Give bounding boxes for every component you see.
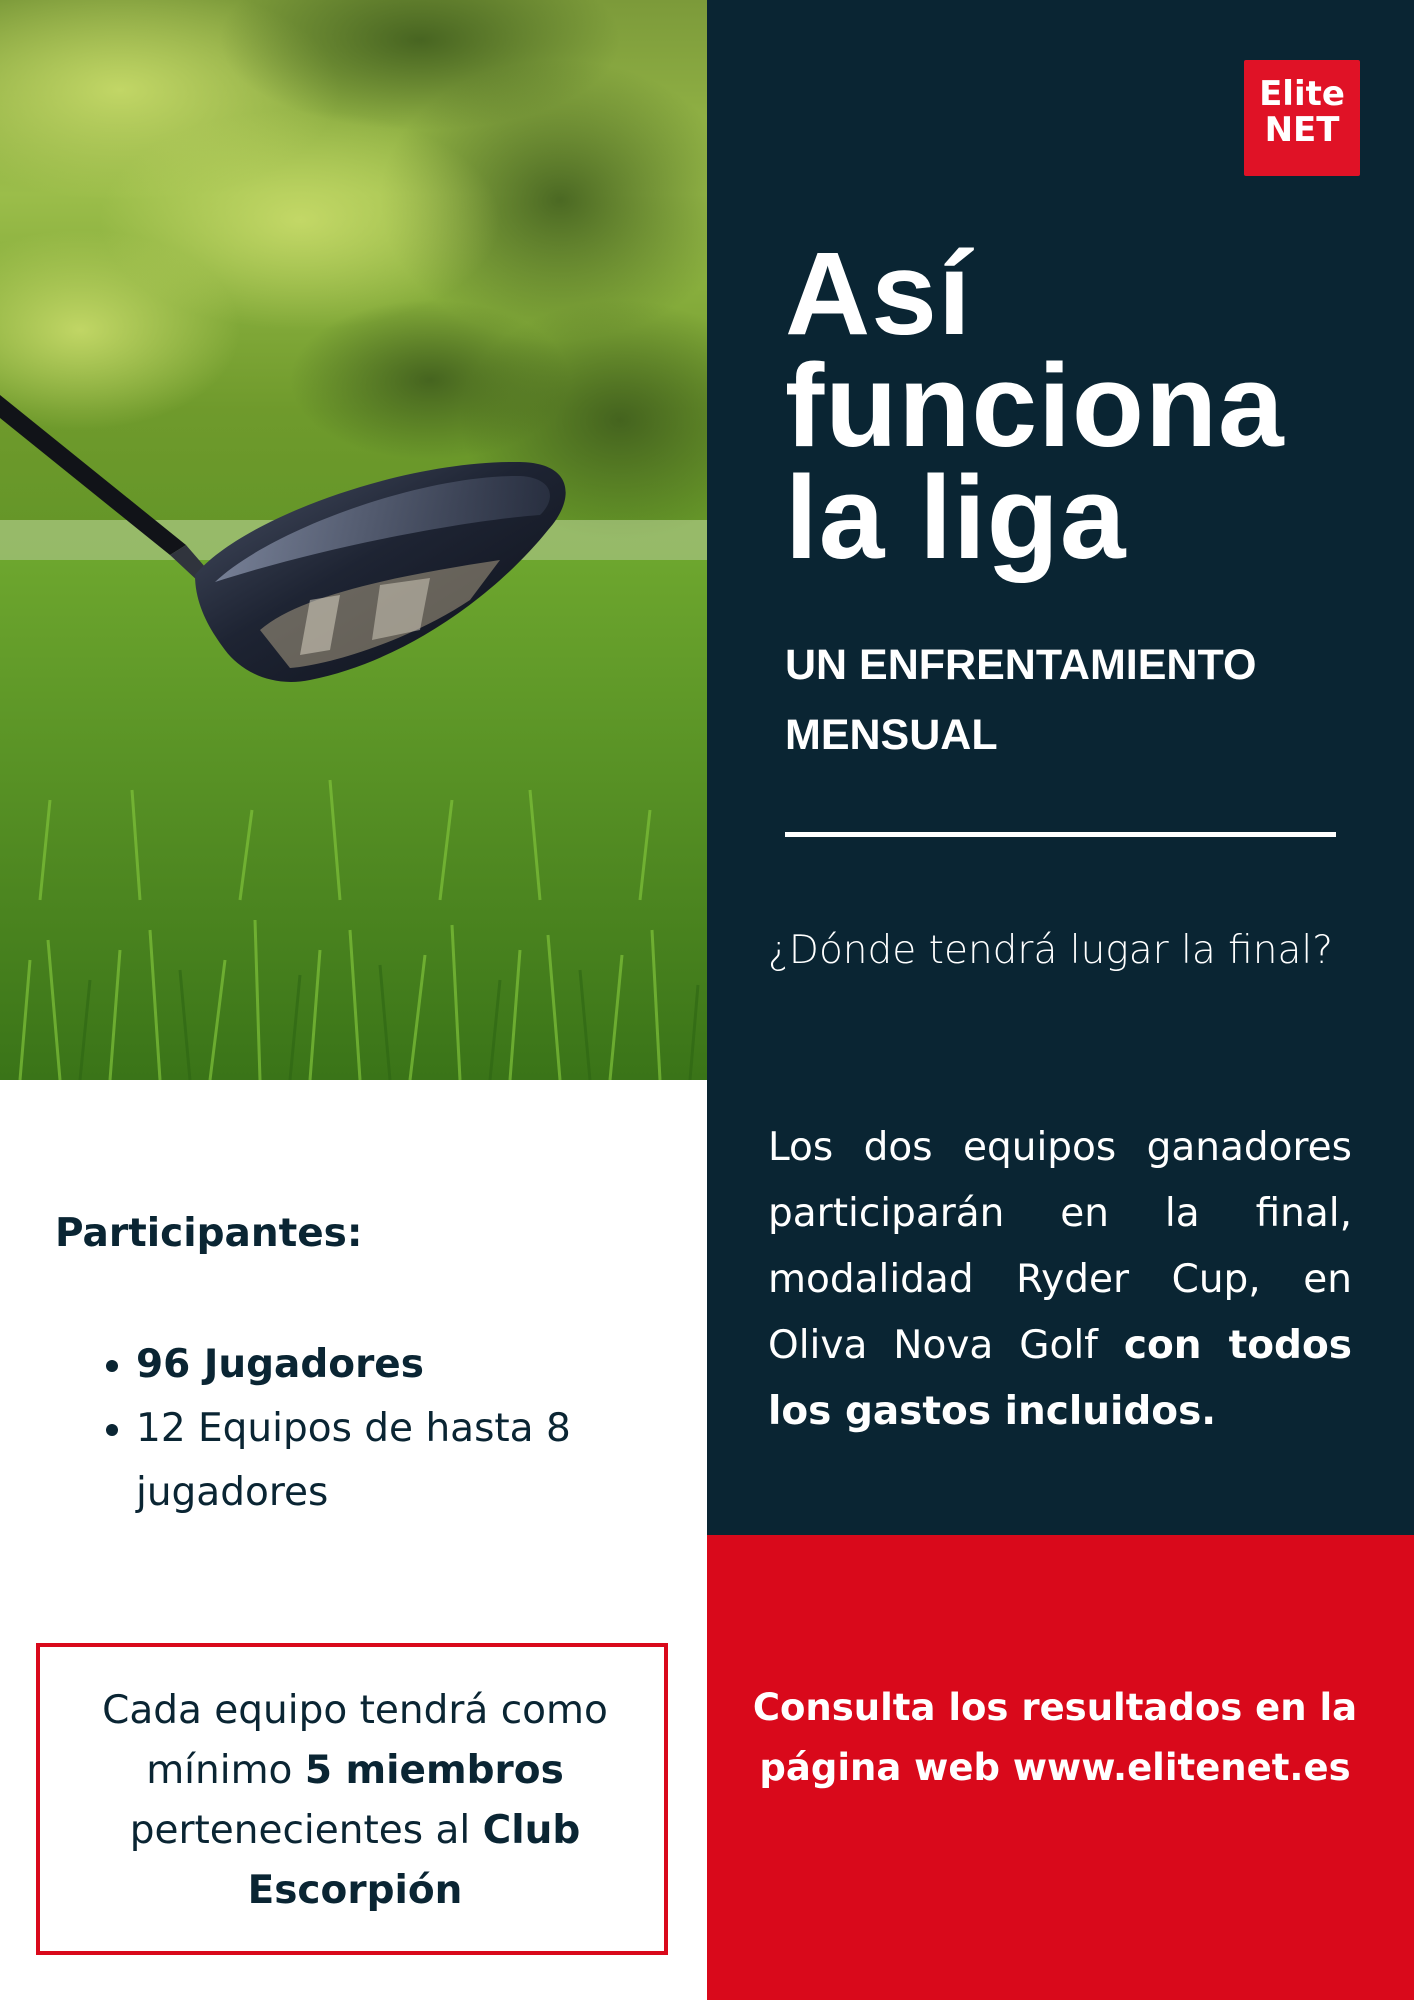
logo-line-1: Elite (1259, 74, 1345, 114)
final-question: ¿Dónde tendrá lugar la final? (768, 928, 1333, 973)
golf-photo (0, 0, 707, 1080)
team-rule-text (60, 1681, 650, 1921)
note-bold-2: Club Escorpión (247, 1808, 581, 1913)
title-divider (785, 832, 1336, 837)
answer-bold: con todos los gastos incluidos. (768, 1323, 1352, 1434)
page-subtitle: UN ENFRENTAMIENTO MENSUAL (785, 641, 1257, 759)
results-text: Consulta los resultados en la página web www.elitenet.es (752, 1686, 1358, 1789)
page-title: Así funciona la liga (785, 228, 1285, 584)
participants-item-players: • 96 Jugadores (136, 1333, 696, 1397)
participants-heading: Participantes: (55, 1211, 363, 1256)
golf-club-illustration (0, 0, 707, 1080)
note-part-1: Cada equipo tendrá como mínimo (102, 1688, 608, 1793)
participants-item-teams: • 12 Equipos de hasta 8 jugadores (136, 1397, 696, 1525)
note-bold-1: 5 miembros (304, 1748, 564, 1793)
answer-regular: Los dos equipos ganadores participarán en la final, modalidad Ryder Cup, en Oliva Nova Golf (768, 1125, 1352, 1368)
elitenet-logo (1244, 60, 1360, 176)
logo-line-2: NET (1264, 110, 1340, 150)
final-answer (768, 1115, 1352, 1445)
note-part-2: pertenecientes al (129, 1808, 483, 1853)
participants-list (88, 1333, 696, 1525)
